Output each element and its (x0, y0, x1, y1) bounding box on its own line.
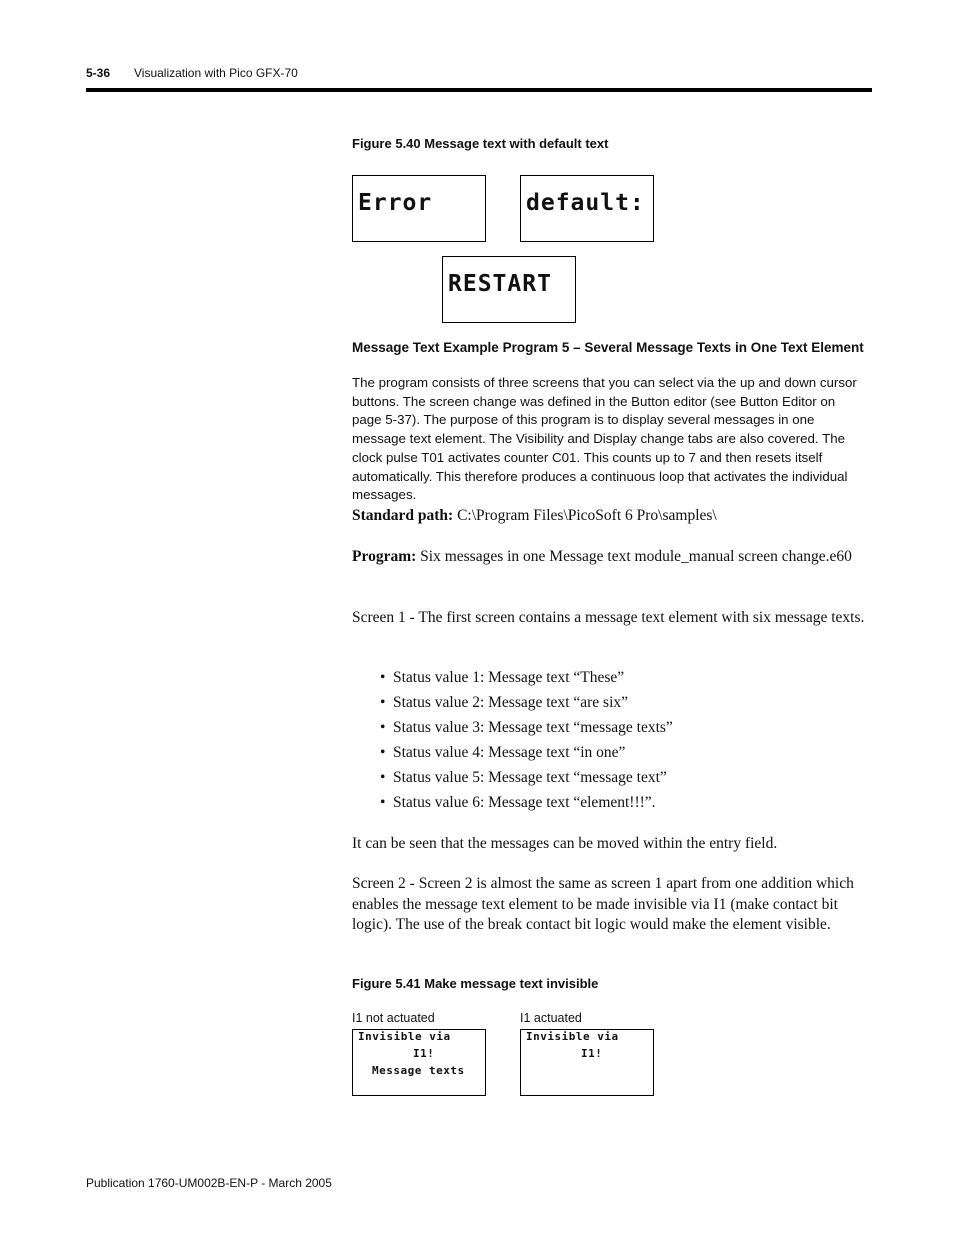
program-label: Program: (352, 548, 417, 565)
list-item (380, 718, 673, 743)
list-item-text: Status value 1: Message text “These” (393, 669, 625, 686)
program-value: Six messages in one Message text module_manual screen change.e60 (416, 548, 852, 565)
page-footer: Publication 1760-UM002B-EN-P - March 2005 (86, 1176, 332, 1190)
list-item (380, 743, 673, 768)
lcd-text-restart: RESTART (448, 271, 552, 297)
list-item-text: Status value 6: Message text “element!!!”. (393, 794, 656, 811)
list-item-text: Status value 3: Message text “message texts” (393, 719, 673, 736)
bullet-icon: • (380, 794, 386, 811)
bullet-icon: • (380, 744, 386, 761)
lcd-screen-restart (442, 256, 576, 323)
list-item (380, 793, 673, 818)
bullet-icon: • (380, 769, 386, 786)
lcd-line: I1! (413, 1047, 435, 1060)
bullet-icon: • (380, 694, 386, 711)
screen1-paragraph: Screen 1 - The first screen contains a message text element with six message texts. (352, 609, 865, 626)
intro-paragraph: The program consists of three screens that you can select via the up and down cursor buttons. The screen change was defined in the Button editor (see Button Editor on page 5-37). The purpose of this program is to display several messages in one message text element. The Visibility and Display change tabs are also covered. The clock pulse T01 activates counter C01. This counts up to 7 and then resets itself automatically. This therefore produces a continuous loop that activates the individual messages. (352, 375, 857, 503)
status-value-list (380, 668, 673, 818)
standard-path-value: C:\Program Files\PicoSoft 6 Pro\samples\ (453, 507, 717, 524)
lcd-label-not-actuated: I1 not actuated (352, 1011, 435, 1025)
list-item (380, 768, 673, 793)
list-item-text: Status value 5: Message text “message text” (393, 769, 667, 786)
lcd-screen-actuated (520, 1029, 654, 1096)
lcd-label-actuated: I1 actuated (520, 1011, 582, 1025)
moved-paragraph: It can be seen that the messages can be moved within the entry field. (352, 835, 778, 852)
list-item-text: Status value 2: Message text “are six” (393, 694, 629, 711)
lcd-screen-not-actuated (352, 1029, 486, 1096)
list-item-text: Status value 4: Message text “in one” (393, 744, 626, 761)
lcd-line: Invisible via (526, 1030, 619, 1043)
header-rule (86, 88, 872, 92)
lcd-line: Invisible via (358, 1030, 451, 1043)
list-item (380, 693, 673, 718)
bullet-icon: • (380, 719, 386, 736)
chapter-title: Visualization with Pico GFX-70 (134, 66, 298, 80)
standard-path-label: Standard path: (352, 507, 454, 524)
screen2-paragraph: Screen 2 - Screen 2 is almost the same as screen 1 apart from one addition which enables the message text element to be made invisible via I1 (make contact bit logic). The use of the break contact bit logic would make the element visible. (352, 875, 854, 933)
lcd-line: Message texts (372, 1064, 465, 1077)
lcd-text-error: Error (358, 190, 433, 216)
lcd-text-default: default: (526, 190, 645, 216)
standard-path-paragraph (352, 506, 872, 527)
lcd-line: I1! (581, 1047, 603, 1060)
program-paragraph (352, 547, 872, 568)
lcd-screen-default (520, 175, 654, 242)
page-number: 5-36 (86, 66, 111, 80)
lcd-screen-error (352, 175, 486, 242)
bullet-icon: • (380, 669, 386, 686)
figure-5-40-caption: Figure 5.40 Message text with default text (352, 136, 609, 151)
list-item (380, 668, 673, 693)
section-heading: Message Text Example Program 5 – Several Message Texts in One Text Element (352, 340, 864, 355)
figure-5-41-caption: Figure 5.41 Make message text invisible (352, 976, 599, 991)
